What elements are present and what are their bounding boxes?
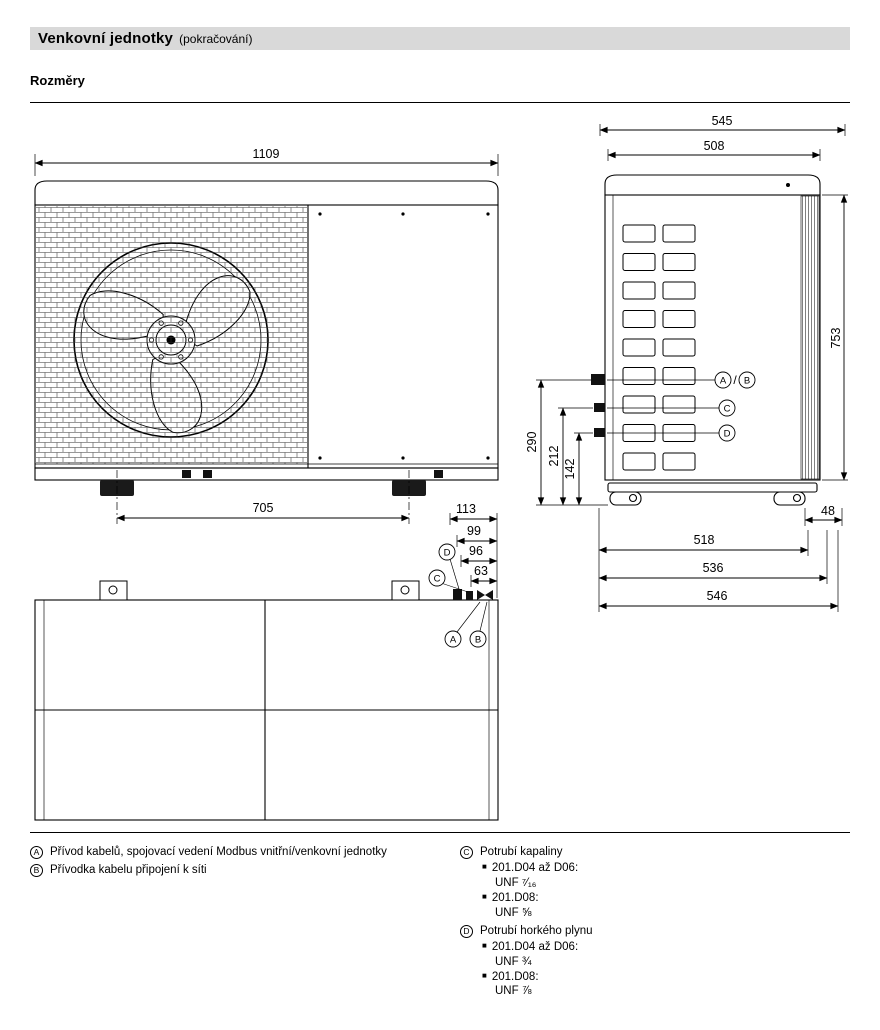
- bullet-icon: ■: [482, 940, 487, 950]
- bullet-icon: ■: [482, 861, 487, 871]
- legend-c-value-1: UNF ⁷⁄₁₆: [495, 876, 537, 889]
- dim-side-508: 508: [703, 139, 725, 153]
- callout-a-badge: A: [30, 846, 43, 859]
- legend-text-b: Přívodka kabelu připojení k síti: [50, 863, 207, 876]
- front-view: [35, 147, 498, 524]
- legend-text-d: Potrubí horkého plynu: [480, 924, 593, 937]
- dim-side-290: 290: [525, 431, 539, 453]
- grille-mesh: [36, 206, 307, 464]
- legend-c-model-2: ■ 201.D08:: [482, 891, 850, 906]
- section-header-title: Venkovní jednotky: [38, 30, 174, 47]
- dim-top-99: 99: [467, 524, 481, 538]
- side-base-rail: [608, 483, 817, 492]
- divider-top: [30, 102, 850, 103]
- dim-front-width: 1109: [252, 147, 280, 161]
- dim-side-212: 212: [547, 445, 561, 467]
- dim-front-feet: 705: [252, 501, 274, 515]
- svg-text:A: A: [449, 634, 457, 646]
- svg-text:C: C: [723, 403, 731, 415]
- heat-exchanger-fins: [801, 196, 819, 479]
- dim-side-536: 536: [702, 561, 724, 575]
- dim-side-48: 48: [821, 504, 835, 518]
- dim-top-113: 113: [456, 502, 476, 516]
- legend-d-value-2: UNF ⅞: [495, 985, 532, 998]
- legend-text-a: Přívod kabelů, spojovací vedení Modbus vnitřní/venkovní jednotky: [50, 846, 387, 858]
- section-header-suffix: (pokračování): [179, 31, 253, 46]
- legend-d-model-1: ■ 201.D04 až D06:: [482, 940, 850, 955]
- top-view: [35, 502, 498, 820]
- dim-side-142: 142: [563, 458, 577, 480]
- legend-c-model-1: ■ 201.D04 až D06:: [482, 861, 850, 876]
- dim-top-96: 96: [469, 544, 483, 558]
- svg-text:D: D: [443, 547, 451, 559]
- dim-side-545: 545: [711, 114, 733, 128]
- legend-c-value-2: UNF ⅝: [495, 906, 532, 919]
- callout-c-badge: C: [460, 846, 473, 859]
- dim-side-546: 546: [706, 589, 728, 603]
- section-header-bar: [30, 27, 850, 50]
- callout-slash: /: [733, 373, 737, 387]
- legend-item-d: [460, 924, 850, 1000]
- svg-text:C: C: [433, 573, 441, 585]
- svg-text:A: A: [719, 375, 727, 387]
- legend-column-left: [30, 845, 430, 881]
- technical-drawing-svg: [30, 112, 850, 827]
- svg-text:D: D: [723, 428, 731, 440]
- legend-d-value-1: UNF ¾: [495, 955, 532, 968]
- legend-d-model-2: ■ 201.D08:: [482, 970, 850, 985]
- bullet-icon: ■: [482, 891, 487, 901]
- legend-item-a: [30, 845, 430, 860]
- divider-bottom: [30, 832, 850, 833]
- legend-column-right: [460, 845, 850, 1002]
- dim-side-518: 518: [693, 533, 715, 547]
- legend-item-b: [30, 863, 430, 878]
- legend: [30, 845, 850, 1002]
- panel-screws: [318, 212, 489, 459]
- subsection-title: Rozměry: [30, 73, 85, 88]
- callout-d-badge: D: [460, 925, 473, 938]
- front-lid: [35, 181, 498, 205]
- pipe-connections-top: [453, 589, 493, 600]
- mounting-tabs: [100, 581, 419, 600]
- svg-text:B: B: [743, 375, 751, 387]
- dimension-drawing: [30, 112, 850, 827]
- legend-item-c: [460, 845, 850, 921]
- pipe-connections-side: [591, 374, 605, 437]
- legend-text-c: Potrubí kapaliny: [480, 846, 563, 858]
- base-fittings: [182, 470, 443, 478]
- dim-side-753: 753: [829, 327, 843, 349]
- callout-b-badge: B: [30, 864, 43, 877]
- dim-top-63: 63: [474, 564, 488, 578]
- side-view: [525, 114, 848, 612]
- svg-text:B: B: [474, 634, 482, 646]
- front-base-rail: [35, 468, 498, 480]
- bullet-icon: ■: [482, 970, 487, 980]
